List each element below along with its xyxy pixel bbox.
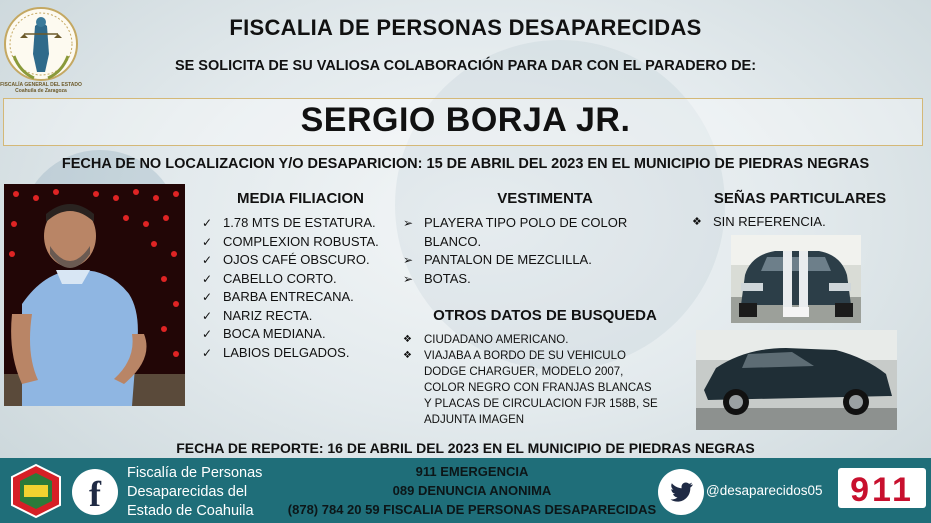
diamond-bullet-icon: ❖ bbox=[403, 334, 412, 345]
vehicle-front-photo bbox=[731, 235, 861, 323]
senas-list bbox=[692, 213, 882, 232]
diamond-bullet-icon: ❖ bbox=[692, 216, 702, 228]
check-icon: ✓ bbox=[202, 327, 213, 341]
twitter-icon[interactable] bbox=[667, 478, 695, 506]
list-item: ❖ VIAJABA A BORDO DE SU VEHICULO DODGE CHARGUER, MODELO 2007, COLOR NEGRO CON FRANJAS BLANCAS Y PLACAS DE CIRCULACION FJR 158B, SE ADJUNTA IMAGEN bbox=[403, 350, 658, 426]
facebook-icon[interactable]: f bbox=[89, 474, 101, 514]
senas-particulares-title: SEÑAS PARTICULARES bbox=[713, 190, 887, 207]
list-item: ✓ LABIOS DELGADOS. bbox=[202, 344, 402, 363]
list-item: ➢ PANTALON DE MEZCLILLA. bbox=[403, 251, 643, 270]
list-item: ➢ PLAYERA TIPO POLO DE COLOR BLANCO. bbox=[403, 215, 628, 249]
otros-datos-list bbox=[403, 332, 658, 428]
contact-numbers: 911 EMERGENCIA 089 DENUNCIA ANONIMA (878) 784 20 59 FISCALIA DE PERSONAS DESAPARECIDAS bbox=[287, 464, 657, 517]
logo-text: FISCALÍA GENERAL DEL ESTADO Coahuila de Zaragoza bbox=[0, 82, 82, 94]
unit-emblem-icon bbox=[8, 463, 64, 519]
emergency-number-text: 911 bbox=[850, 471, 914, 508]
check-icon: ✓ bbox=[202, 271, 213, 286]
page-subtitle: SE SOLICITA DE SU VALIOSA COLABORACIÓN PARA DAR CON EL PARADERO DE: bbox=[174, 58, 757, 74]
vehicle-side-photo bbox=[696, 330, 897, 430]
check-icon: ✓ bbox=[202, 216, 213, 230]
diamond-bullet-icon: ❖ bbox=[403, 350, 412, 361]
list-item: ❖ SIN REFERENCIA. bbox=[692, 213, 882, 232]
media-filiacion-title: MEDIA FILIACION bbox=[237, 190, 364, 207]
vestimenta-list bbox=[403, 214, 643, 288]
media-filiacion-list bbox=[202, 214, 402, 362]
arrow-bullet-icon: ➢ bbox=[403, 271, 414, 286]
list-item: ✓ 1.78 MTS DE ESTATURA. bbox=[202, 214, 402, 233]
check-icon: ✓ bbox=[202, 253, 213, 267]
list-item: ➢ BOTAS. bbox=[403, 270, 643, 289]
page-title: FISCALIA DE PERSONAS DESAPARECIDAS bbox=[229, 15, 702, 40]
arrow-bullet-icon: ➢ bbox=[403, 253, 414, 267]
missing-date-line: FECHA DE NO LOCALIZACION Y/O DESAPARICION: 15 DE ABRIL DEL 2023 EN EL MUNICIPIO DE PIEDRAS NEGRAS bbox=[61, 156, 870, 172]
list-item: ✓ COMPLEXION ROBUSTA. bbox=[202, 233, 402, 252]
check-icon: ✓ bbox=[202, 234, 213, 249]
list-item: ✓ BOCA MEDIANA. bbox=[202, 325, 402, 344]
organization-name: Fiscalía de Personas Desaparecidas del Estado de Coahuila bbox=[127, 465, 263, 519]
check-icon: ✓ bbox=[202, 345, 213, 360]
twitter-handle[interactable]: @desaparecidos05 bbox=[706, 483, 823, 498]
list-item: ✓ NARIZ RECTA. bbox=[202, 307, 402, 326]
report-date-line: FECHA DE REPORTE: 16 DE ABRIL DEL 2023 EN EL MUNICIPIO DE PIEDRAS NEGRAS bbox=[176, 440, 755, 456]
list-item: ✓ OJOS CAFÉ OBSCURO. bbox=[202, 251, 402, 270]
emergency-911-badge bbox=[838, 468, 926, 508]
missing-person-name: SERGIO BORJA JR. bbox=[300, 101, 631, 139]
vestimenta-title: VESTIMENTA bbox=[497, 190, 593, 207]
otros-datos-title: OTROS DATOS DE BUSQUEDA bbox=[433, 307, 657, 324]
check-icon: ✓ bbox=[202, 290, 213, 304]
list-item: ❖ CIUDADANO AMERICANO. bbox=[403, 334, 569, 346]
person-photo bbox=[4, 184, 185, 406]
check-icon: ✓ bbox=[202, 308, 213, 323]
list-item: ✓ CABELLO CORTO. bbox=[202, 270, 402, 289]
arrow-bullet-icon: ➢ bbox=[403, 216, 414, 230]
list-item: ✓ BARBA ENTRECANA. bbox=[202, 288, 402, 307]
